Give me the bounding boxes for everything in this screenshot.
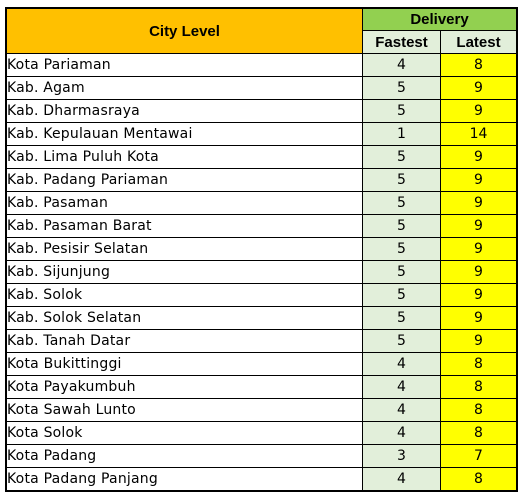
fastest-cell: 4 [363, 468, 441, 491]
fastest-cell: 4 [363, 353, 441, 376]
fastest-header: Fastest [363, 31, 441, 54]
fastest-cell: 5 [363, 77, 441, 100]
table-row [7, 376, 517, 399]
city-cell: Kab. Pasaman [7, 192, 363, 215]
table-row [7, 146, 517, 169]
table-row [7, 330, 517, 353]
fastest-cell: 5 [363, 238, 441, 261]
table-row [7, 238, 517, 261]
latest-cell: 8 [441, 399, 517, 422]
table-row [7, 123, 517, 146]
delivery-table [6, 8, 517, 491]
latest-cell: 7 [441, 445, 517, 468]
city-cell: Kab. Kepulauan Mentawai [7, 123, 363, 146]
city-cell: Kota Sawah Lunto [7, 399, 363, 422]
latest-cell: 9 [441, 284, 517, 307]
fastest-cell: 3 [363, 445, 441, 468]
table-row [7, 169, 517, 192]
latest-cell: 9 [441, 238, 517, 261]
latest-cell: 8 [441, 376, 517, 399]
delivery-header: Delivery [363, 9, 517, 31]
table-row [7, 468, 517, 491]
city-cell: Kota Padang Panjang [7, 468, 363, 491]
latest-cell: 9 [441, 307, 517, 330]
city-cell: Kab. Pasaman Barat [7, 215, 363, 238]
fastest-cell: 5 [363, 330, 441, 353]
latest-header: Latest [441, 31, 517, 54]
table-row [7, 353, 517, 376]
city-cell: Kab. Agam [7, 77, 363, 100]
fastest-cell: 4 [363, 422, 441, 445]
latest-cell: 9 [441, 330, 517, 353]
table-row [7, 100, 517, 123]
latest-cell: 8 [441, 353, 517, 376]
table-row [7, 307, 517, 330]
fastest-cell: 5 [363, 146, 441, 169]
table-row [7, 261, 517, 284]
city-cell: Kab. Pesisir Selatan [7, 238, 363, 261]
fastest-cell: 5 [363, 192, 441, 215]
table-row [7, 77, 517, 100]
fastest-cell: 1 [363, 123, 441, 146]
city-cell: Kab. Dharmasraya [7, 100, 363, 123]
fastest-cell: 4 [363, 399, 441, 422]
city-cell: Kab. Sijunjung [7, 261, 363, 284]
fastest-cell: 5 [363, 307, 441, 330]
latest-cell: 8 [441, 422, 517, 445]
latest-cell: 9 [441, 100, 517, 123]
city-cell: Kab. Tanah Datar [7, 330, 363, 353]
latest-cell: 9 [441, 261, 517, 284]
fastest-cell: 5 [363, 100, 441, 123]
city-cell: Kota Pariaman [7, 54, 363, 77]
table-row [7, 445, 517, 468]
city-cell: Kota Solok [7, 422, 363, 445]
city-cell: Kab. Lima Puluh Kota [7, 146, 363, 169]
latest-cell: 9 [441, 146, 517, 169]
fastest-cell: 5 [363, 284, 441, 307]
latest-cell: 9 [441, 169, 517, 192]
city-level-header: City Level [7, 9, 363, 54]
latest-cell: 9 [441, 77, 517, 100]
table-row [7, 54, 517, 77]
city-cell: Kab. Solok Selatan [7, 307, 363, 330]
fastest-cell: 5 [363, 169, 441, 192]
latest-cell: 8 [441, 54, 517, 77]
city-cell: Kota Payakumbuh [7, 376, 363, 399]
latest-cell: 9 [441, 192, 517, 215]
fastest-cell: 5 [363, 215, 441, 238]
table-row [7, 215, 517, 238]
city-cell: Kota Bukittinggi [7, 353, 363, 376]
table-row [7, 284, 517, 307]
latest-cell: 8 [441, 468, 517, 491]
city-cell: Kota Padang [7, 445, 363, 468]
table-row [7, 192, 517, 215]
city-cell: Kab. Padang Pariaman [7, 169, 363, 192]
table-row [7, 399, 517, 422]
table-row [7, 422, 517, 445]
latest-cell: 14 [441, 123, 517, 146]
fastest-cell: 4 [363, 54, 441, 77]
latest-cell: 9 [441, 215, 517, 238]
fastest-cell: 5 [363, 261, 441, 284]
city-cell: Kab. Solok [7, 284, 363, 307]
fastest-cell: 4 [363, 376, 441, 399]
